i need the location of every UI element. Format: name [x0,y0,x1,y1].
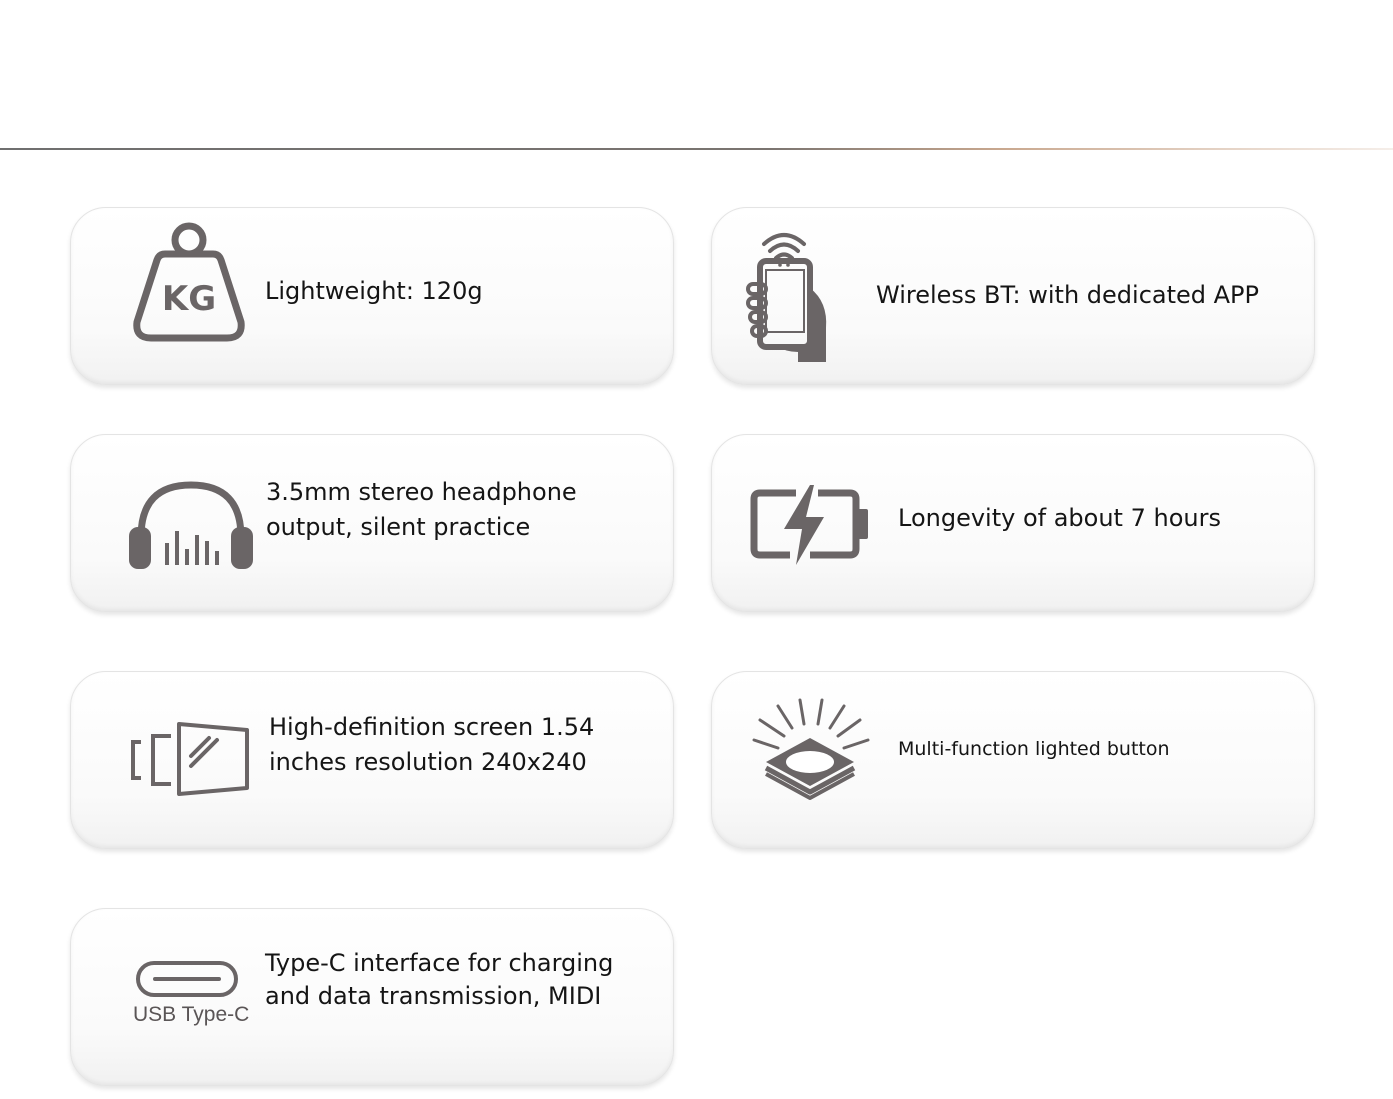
feature-text-battery: Longevity of about 7 hours [898,504,1221,532]
battery-charging-icon [750,483,872,567]
weight-icon-text: KG [161,279,217,319]
usb-type-c-caption: USB Type-C [133,1003,250,1026]
headphones-icon [127,479,255,571]
feature-card-button [711,671,1315,849]
phone-wireless-icon [746,228,830,362]
lighted-button-icon [748,698,872,800]
feature-card-battery [711,434,1315,612]
screen-icon [129,720,253,800]
usb-type-c-icon [135,959,239,999]
feature-text-usb: Type-C interface for charging and data transmission, MIDI [265,949,614,1010]
feature-card-headphone [70,434,674,612]
feature-card-screen [70,671,674,849]
feature-text-button: Multi-function lighted button [898,738,1170,760]
weight-kg-icon [133,222,245,342]
feature-card-usb [70,908,674,1086]
feature-text-screen: High-definition screen 1.54 inches resolution 240x240 [269,713,595,776]
feature-text-headphone: 3.5mm stereo headphone output, silent practice [266,478,577,541]
feature-card-bluetooth [711,207,1315,385]
feature-card-weight [70,207,674,385]
feature-text-bluetooth: Wireless BT: with dedicated APP [876,281,1260,309]
top-divider [0,148,1393,150]
feature-text-weight: Lightweight: 120g [265,277,483,305]
